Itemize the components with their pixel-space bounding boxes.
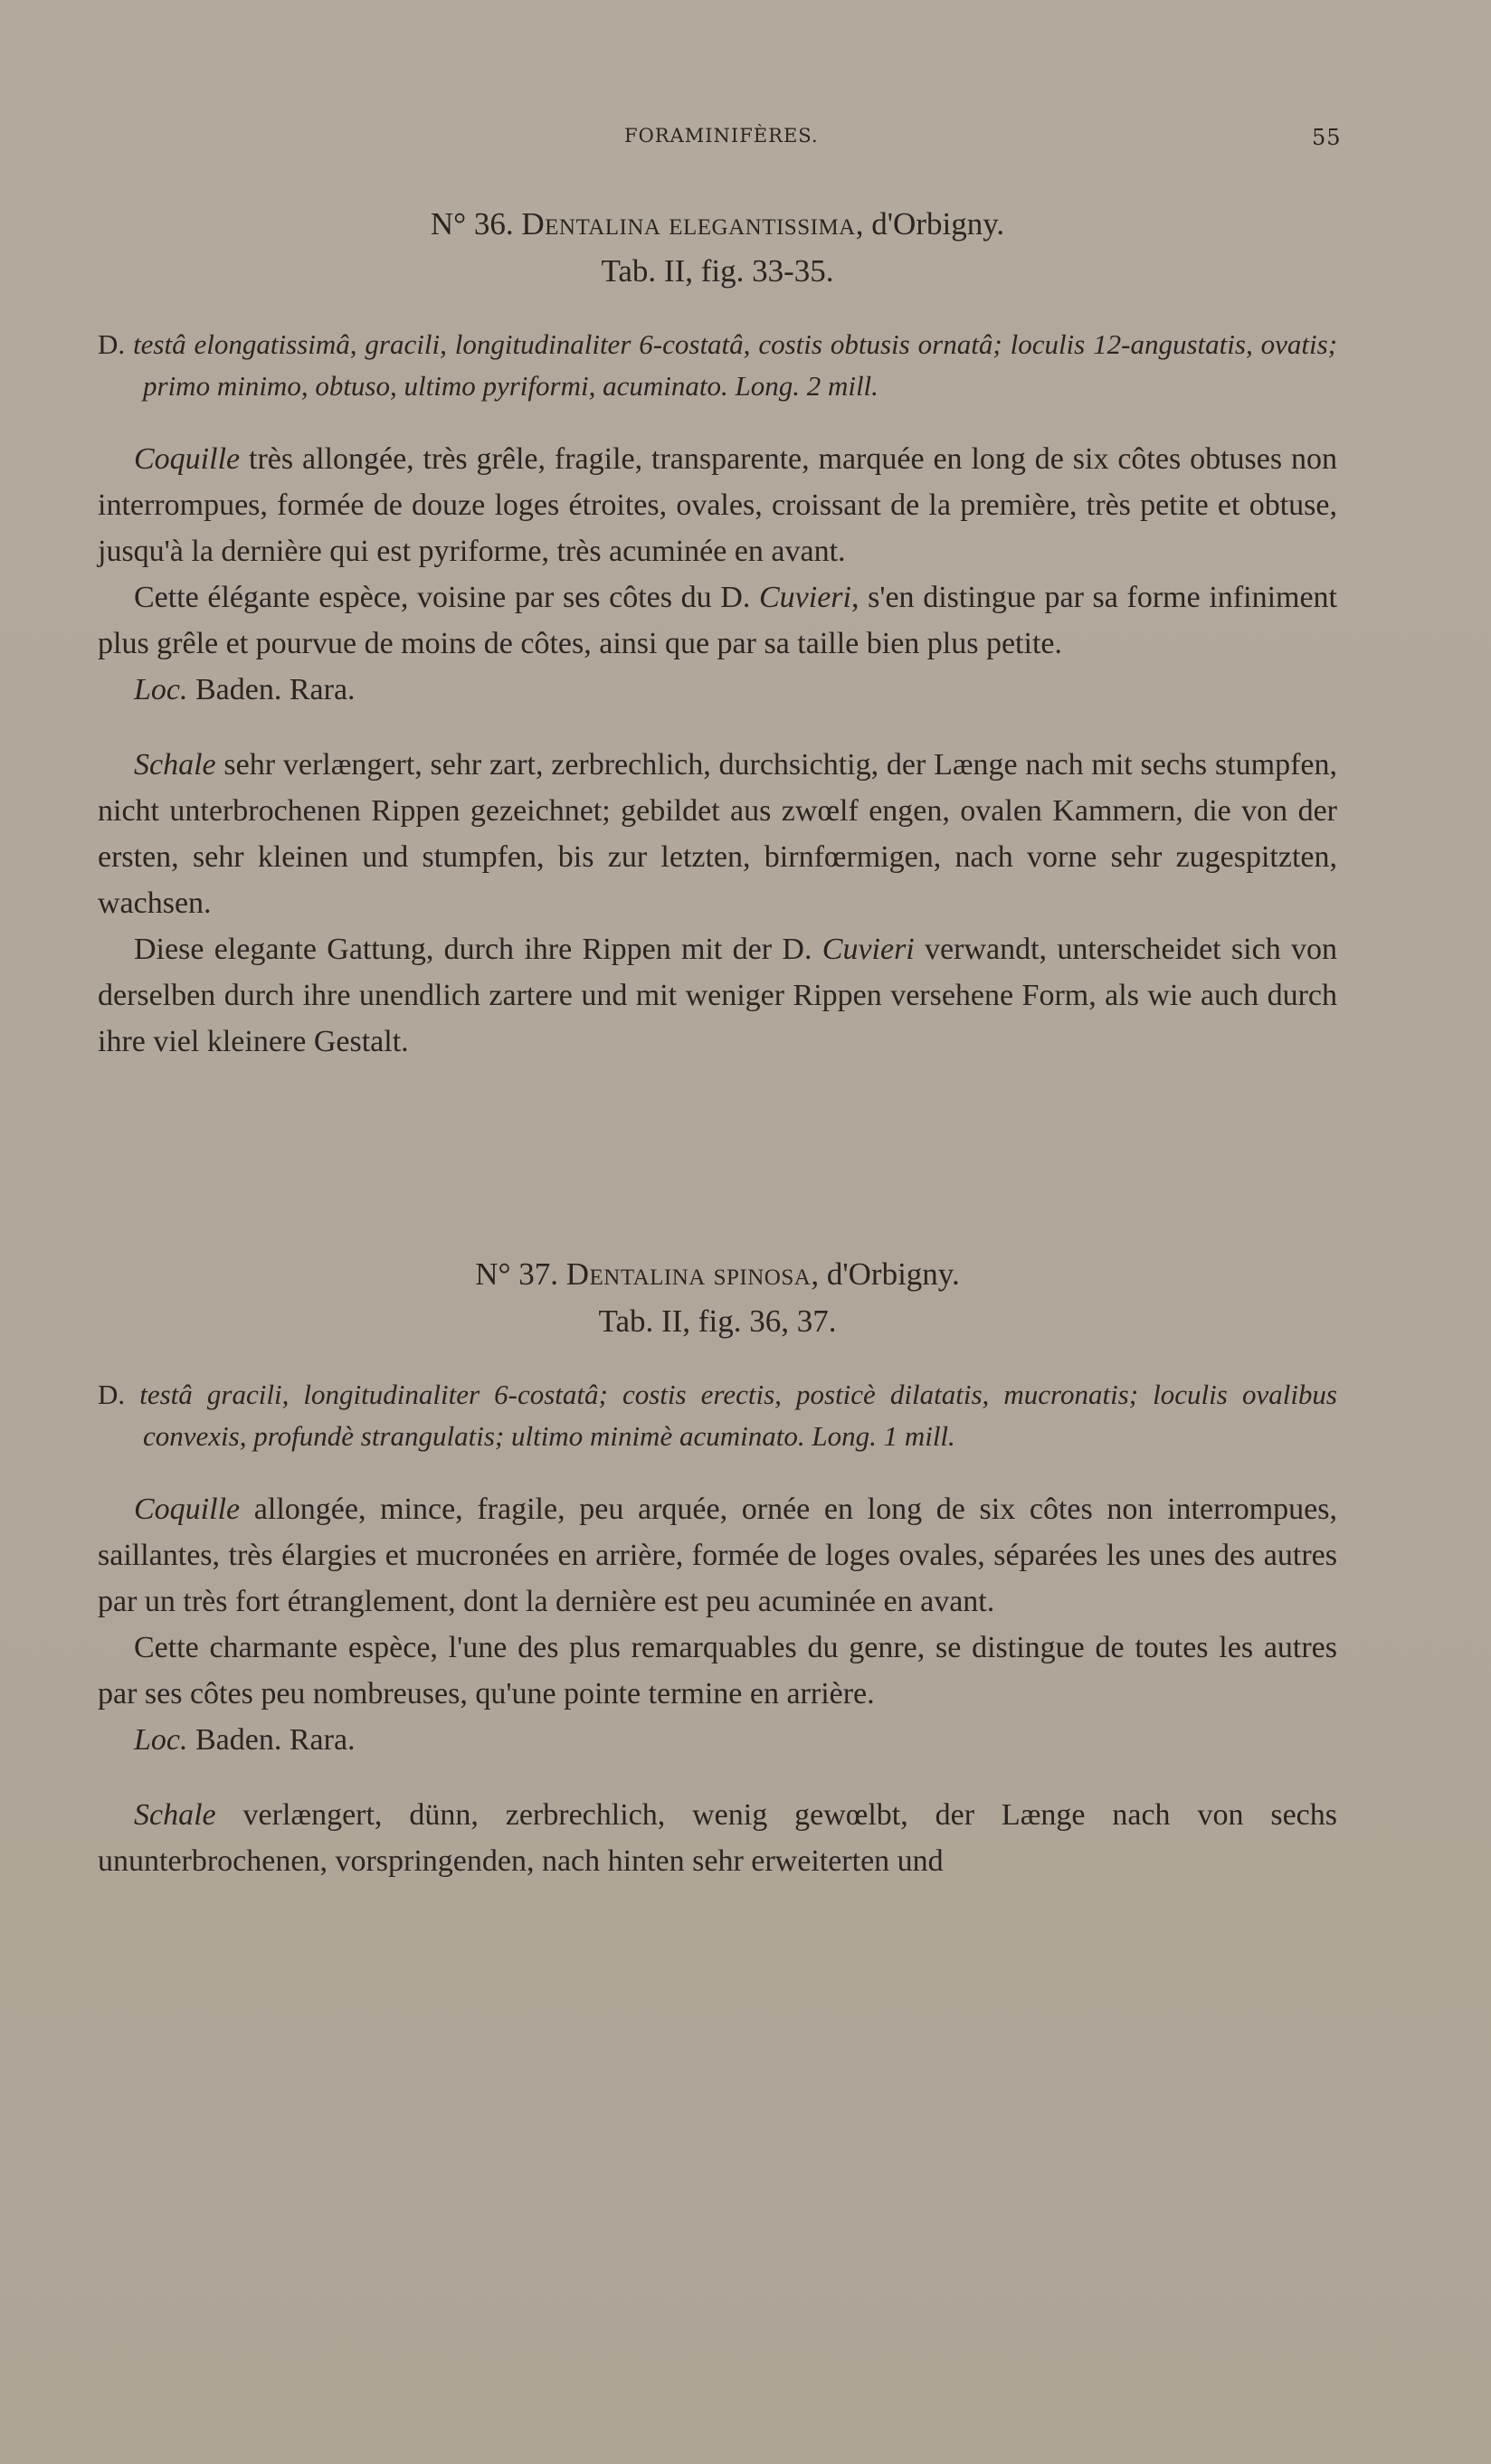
species-name: spinosa — [713, 1256, 812, 1292]
species-36-heading — [98, 201, 1337, 248]
species-name: elegantissima — [669, 206, 856, 242]
species-37-german-description: Schale verlængert, dünn, zerbrechlich, wenig gewœlbt, der Længe nach von sechs ununterbrochenen, vorspringenden, nach hinten sehr erweiterten und — [98, 1798, 1337, 1878]
author: , d'Orbigny. — [811, 1256, 960, 1292]
species-37-section — [98, 1251, 1337, 1884]
species-36-locality: Loc. Baden. Rara. — [134, 673, 356, 706]
species-37-french-remarks: Cette charmante espèce, l'une des plus remarquables du genre, se distingue de toutes les autres par ses côtes peu nombreuses, qu'une pointe termine en arrière. — [98, 1631, 1337, 1711]
species-37-plate: Tab. II, fig. 36, 37. — [598, 1303, 837, 1339]
species-36-plate: Tab. II, fig. 33-35. — [601, 253, 834, 289]
species-36-german-description: Schale sehr verlængert, sehr zart, zerbrechlich, durchsichtig, der Længe nach mit sechs stumpfen, nicht unterbrochenen Rippen gezeichnet; gebildet aus zwœlf engen, ovalen Kammern, die von der ersten, sehr kleinen und stumpfen, bis zur letzten, birnfœrmigen, nach vorne sehr zugespitzten, wachsen. — [98, 748, 1337, 920]
species-number: N° 37. — [475, 1256, 558, 1292]
species-36-german-remarks: Diese elegante Gattung, durch ihre Rippen mit der D. Cuvieri verwandt, unterscheidet sich von derselben durch ihre unendlich zartere und mit weniger Rippen versehene Form, als wie auch durch ihre viel kleinere Gestalt. — [98, 933, 1338, 1058]
species-36-diagnosis: D. testâ elongatissimâ, gracili, longitudinaliter 6-costatâ, costis obtusis ornatâ; loculis 12-angustatis, ovatis; primo minimo, obtuso, ultimo pyriformi, acuminato. Long. 2 mill. — [98, 328, 1337, 402]
genus-name: Dentalina — [565, 1256, 706, 1292]
species-number: N° 36. — [430, 206, 514, 242]
species-37-french-description: Coquille allongée, mince, fragile, peu arquée, ornée en long de six côtes non interrompues, saillantes, très élargies et mucronées en arrière, formée de loges ovales, séparées les unes des autres par un très fort étranglement, dont la dernière est peu acuminée en avant. — [98, 1493, 1337, 1618]
running-title: FORAMINIFÈRES. — [624, 125, 819, 147]
genus-name: Dentalina — [521, 206, 661, 242]
page-number: 55 — [1312, 125, 1342, 150]
author: , d'Orbigny. — [855, 206, 1005, 242]
species-37-heading — [98, 1251, 1337, 1298]
species-36-french-remarks: Cette élégante espèce, voisine par ses côtes du D. Cuvieri, s'en distingue par sa forme infiniment plus grêle et pourvue de moins de côtes, ainsi que par sa taille bien plus petite. — [98, 581, 1337, 660]
species-37-diagnosis: D. testâ gracili, longitudinaliter 6-costatâ; costis erectis, posticè dilatatis, mucronatis; loculis ovalibus convexis, profundè strangulatis; ultimo minimè acuminato. Long. 1 mill. — [98, 1379, 1337, 1452]
species-36-french-description: Coquille très allongée, très grêle, fragile, transparente, marquée en long de six côtes obtuses non interrompues, formée de douze loges étroites, ovales, croissant de la première, très petite et obtuse, jusqu'à la dernière qui est pyriforme, très acuminée en avant. — [98, 442, 1337, 568]
species-36-section — [98, 201, 1337, 1065]
species-37-locality: Loc. Baden. Rara. — [134, 1723, 356, 1757]
